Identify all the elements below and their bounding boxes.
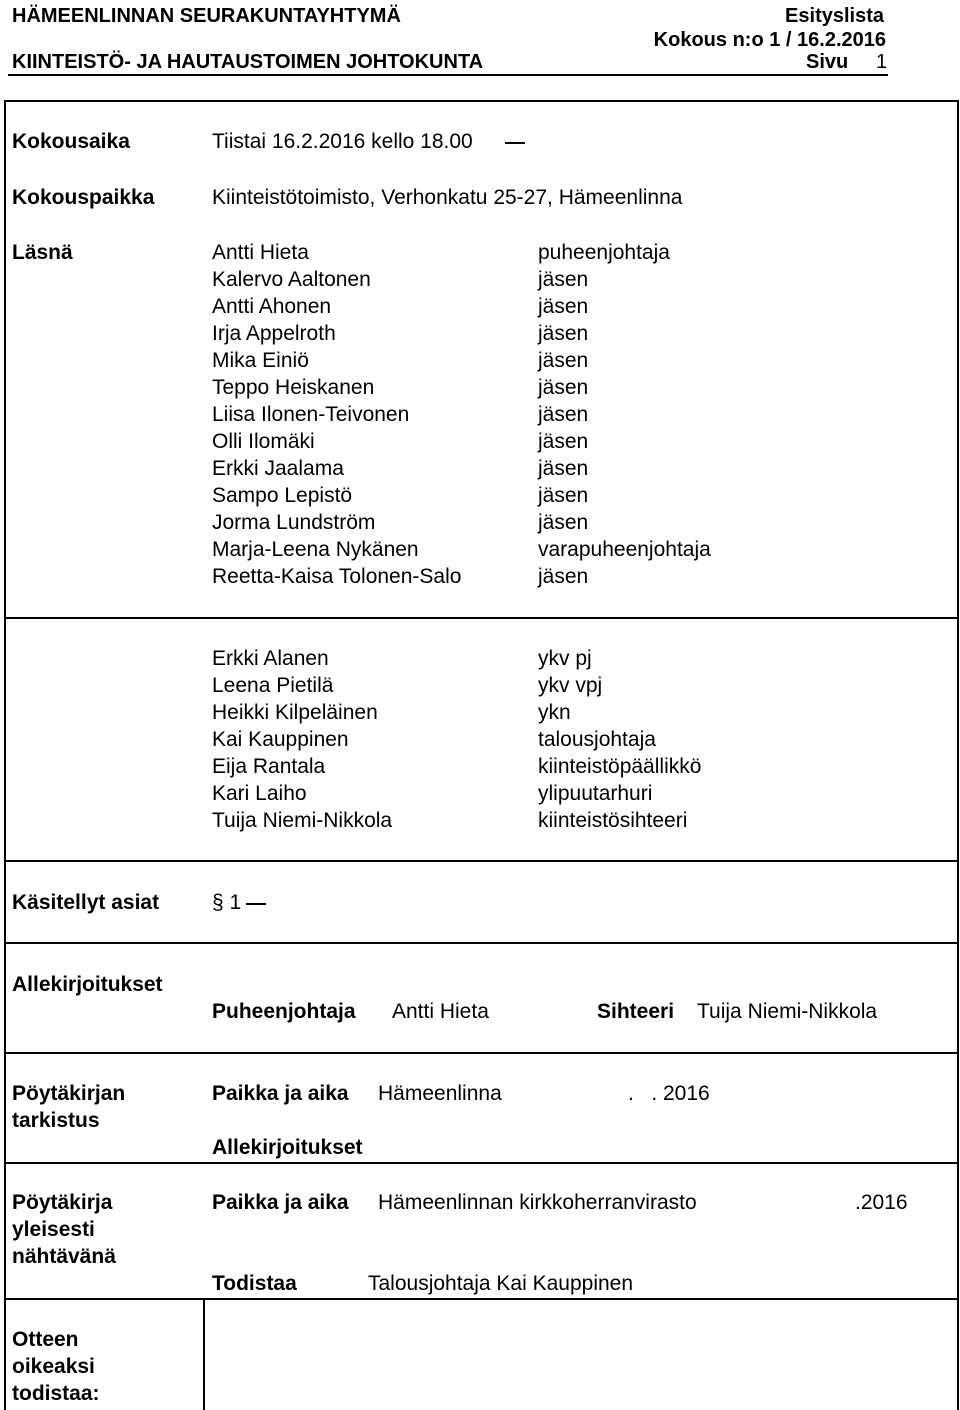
other-name: Heikki Kilpeläinen <box>212 701 378 724</box>
public-place: Hämeenlinnan kirkkoherranvirasto <box>378 1191 697 1214</box>
member-name: Jorma Lundström <box>212 511 376 534</box>
member-name: Erkki Jaalama <box>212 457 344 480</box>
other-role: kiinteistösihteeri <box>538 809 688 832</box>
excerpt-label-line: oikeaksi <box>12 1355 95 1378</box>
row-divider <box>4 1298 959 1300</box>
review-label-line: tarkistus <box>12 1109 100 1132</box>
certify-label: Todistaa <box>212 1272 297 1295</box>
member-role: jäsen <box>538 565 589 588</box>
others-roles <box>538 645 701 834</box>
excerpt-label-line: todistaa: <box>12 1382 100 1405</box>
member-name: Antti Ahonen <box>212 295 332 318</box>
member-role: jäsen <box>538 322 589 345</box>
table-right-border <box>957 100 959 1410</box>
other-name: Tuija Niemi-Nikkola <box>212 809 393 832</box>
signatures-label: Allekirjoitukset <box>12 973 163 996</box>
other-role: ykn <box>538 701 571 724</box>
document-type: Esityslista <box>785 5 884 27</box>
member-role: jäsen <box>538 295 589 318</box>
page-number: 1 <box>876 51 888 73</box>
other-name: Eija Rantala <box>212 755 326 778</box>
meeting-time-dash <box>505 142 525 144</box>
public-display-label-line: yleisesti <box>12 1218 95 1241</box>
public-display-label-line: Pöytäkirja <box>12 1191 113 1214</box>
other-name: Leena Pietilä <box>212 674 334 697</box>
review-date: . . 2016 <box>628 1082 710 1105</box>
member-role: jäsen <box>538 268 589 291</box>
chair-name: Antti Hieta <box>392 1000 489 1023</box>
member-role: jäsen <box>538 376 589 399</box>
member-name: Reetta-Kaisa Tolonen-Salo <box>212 565 462 588</box>
members-roles <box>538 239 711 590</box>
organization-name: HÄMEENLINNAN SEURAKUNTAYHTYMÄ <box>12 5 401 27</box>
meeting-place-label: Kokouspaikka <box>12 186 155 209</box>
review-place-time-label: Paikka ja aika <box>212 1082 349 1105</box>
meeting-number: Kokous n:o 1 / 16.2.2016 <box>653 29 886 51</box>
other-name: Kai Kauppinen <box>212 728 349 751</box>
review-signatures-label: Allekirjoitukset <box>212 1136 363 1159</box>
header-underline <box>8 74 888 76</box>
public-display-label <box>12 1189 116 1270</box>
table-top-border <box>4 100 959 102</box>
row-divider <box>4 860 959 862</box>
row-divider <box>4 617 959 619</box>
member-role: jäsen <box>538 457 589 480</box>
other-role: ykv vpj <box>538 674 603 697</box>
table-left-border <box>4 100 6 1410</box>
other-role: talousjohtaja <box>538 728 656 751</box>
member-role: puheenjohtaja <box>538 241 670 264</box>
meeting-time-label: Kokousaika <box>12 130 130 153</box>
row-divider <box>4 1162 959 1164</box>
member-name: Antti Hieta <box>212 241 309 264</box>
page-label: Sivu <box>806 51 849 73</box>
public-place-time-label: Paikka ja aika <box>212 1191 349 1214</box>
certifier-name: Talousjohtaja Kai Kauppinen <box>368 1272 634 1295</box>
review-label-line: Pöytäkirjan <box>12 1082 126 1105</box>
row-divider <box>4 1052 959 1054</box>
other-role: ylipuutarhuri <box>538 782 653 805</box>
public-display-label-line: nähtävänä <box>12 1245 116 1268</box>
meeting-time-value: Tiistai 16.2.2016 kello 18.00 <box>212 130 473 153</box>
member-role: jäsen <box>538 511 589 534</box>
board-name: KIINTEISTÖ- JA HAUTAUSTOIMEN JOHTOKUNTA <box>12 51 484 73</box>
public-date: .2016 <box>855 1191 908 1214</box>
member-role: jäsen <box>538 484 589 507</box>
member-name: Sampo Lepistö <box>212 484 353 507</box>
excerpt-label-line: Otteen <box>12 1328 79 1351</box>
others-names <box>212 645 392 834</box>
other-name: Erkki Alanen <box>212 647 329 670</box>
handled-items-label: Käsitellyt asiat <box>12 891 160 914</box>
handled-items-dash <box>246 903 266 905</box>
member-name: Marja-Leena Nykänen <box>212 538 419 561</box>
member-name: Teppo Heiskanen <box>212 376 375 399</box>
handled-items-value: § 1 <box>212 891 242 914</box>
attendance-label: Läsnä <box>12 241 73 264</box>
member-role: jäsen <box>538 349 589 372</box>
member-name: Mika Einiö <box>212 349 309 372</box>
member-role: varapuheenjohtaja <box>538 538 711 561</box>
member-name: Irja Appelroth <box>212 322 336 345</box>
member-name: Kalervo Aaltonen <box>212 268 371 291</box>
row-divider <box>4 942 959 944</box>
member-name: Olli Ilomäki <box>212 430 315 453</box>
member-name: Liisa Ilonen-Teivonen <box>212 403 410 426</box>
other-role: kiinteistöpäällikkö <box>538 755 702 778</box>
meeting-place-value: Kiinteistötoimisto, Verhonkatu 25-27, Hämeenlinna <box>212 186 683 209</box>
excerpt-label <box>12 1326 100 1407</box>
other-role: ykv pj <box>538 647 592 670</box>
members-names <box>212 239 461 590</box>
member-role: jäsen <box>538 430 589 453</box>
chair-label: Puheenjohtaja <box>212 1000 356 1023</box>
secretary-name: Tuija Niemi-Nikkola <box>697 1000 878 1023</box>
review-label <box>12 1080 125 1134</box>
secretary-label: Sihteeri <box>597 1000 675 1023</box>
other-name: Kari Laiho <box>212 782 307 805</box>
table-column-divider <box>203 1300 205 1410</box>
review-place: Hämeenlinna <box>378 1082 502 1105</box>
member-role: jäsen <box>538 403 589 426</box>
